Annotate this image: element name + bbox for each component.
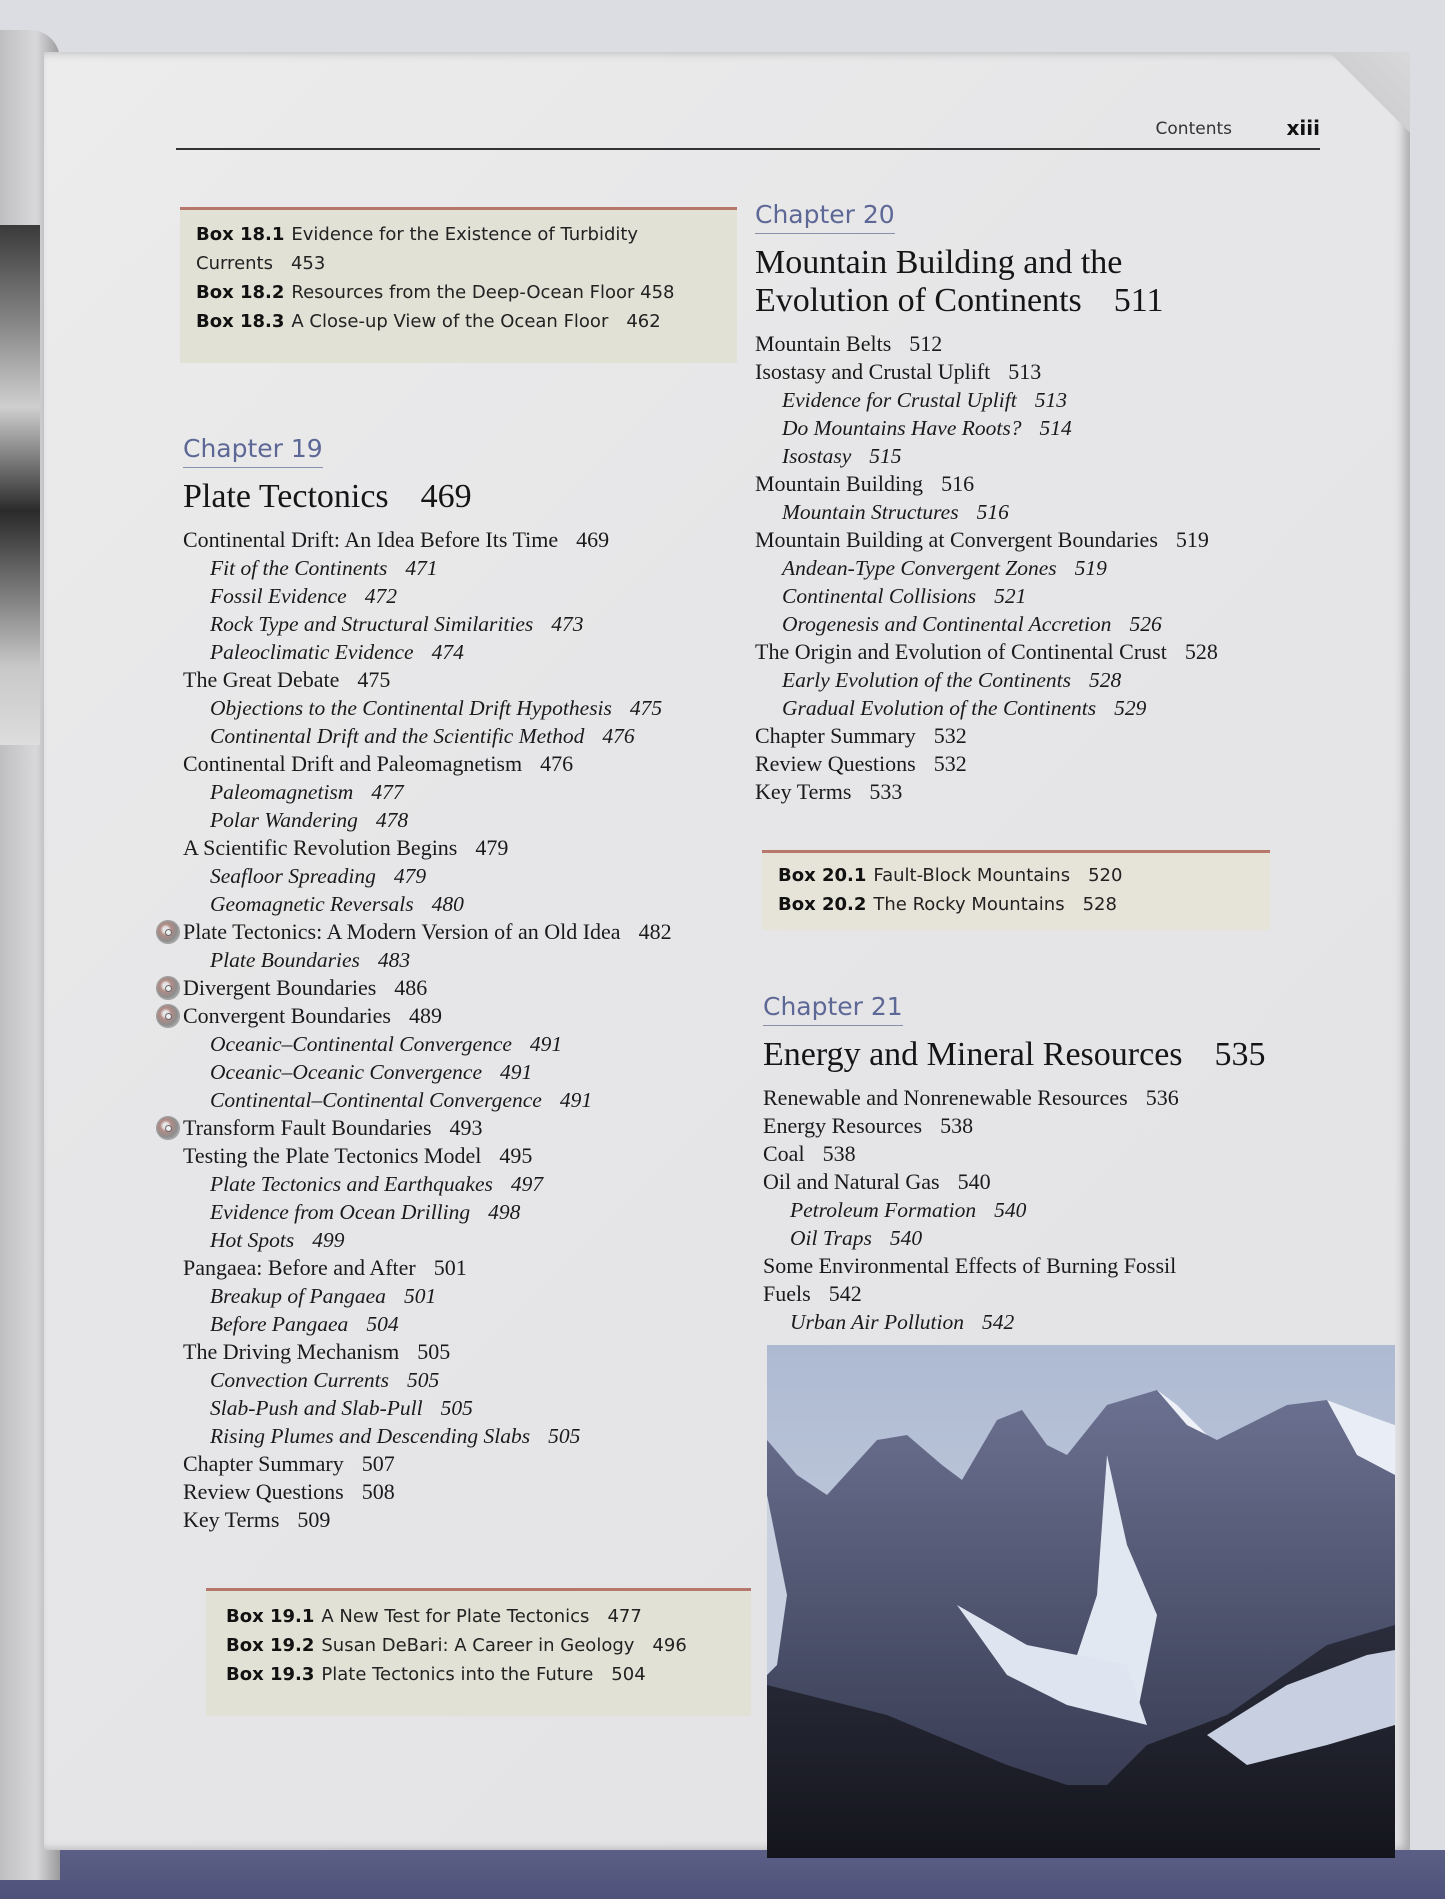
- box-list-chapter-19: [206, 1588, 751, 1716]
- toc-entry[interactable]: [755, 330, 1285, 358]
- toc-entry[interactable]: [183, 750, 743, 778]
- toc-entry-title: The Driving Mechanism: [183, 1339, 400, 1364]
- toc-entry-page: 532: [933, 751, 967, 776]
- toc-entry[interactable]: [755, 470, 1285, 498]
- toc-entry[interactable]: [763, 1112, 1233, 1140]
- box-list-chapter-18: [180, 207, 737, 363]
- toc-entry-title: Paleoclimatic Evidence: [210, 640, 414, 664]
- toc-entry[interactable]: [763, 1140, 1233, 1168]
- toc-entry-title: Urban Air Pollution: [790, 1310, 965, 1334]
- toc-entry-title: Chapter Summary: [183, 1451, 344, 1476]
- toc-entry-title: Fit of the Continents: [210, 556, 388, 580]
- toc-entry-title: Seafloor Spreading: [210, 864, 376, 888]
- toc-entry[interactable]: [183, 638, 743, 666]
- toc-entry-title: Continental Collisions: [782, 584, 977, 608]
- toc-entry-title: Before Pangaea: [210, 1312, 349, 1336]
- toc-entry-page: 519: [1074, 556, 1107, 580]
- mountain-photo: [767, 1345, 1395, 1858]
- toc-entry-title: Evidence from Ocean Drilling: [210, 1200, 471, 1224]
- toc-entry[interactable]: [183, 1058, 743, 1086]
- toc-entry-page: 533: [869, 779, 903, 804]
- toc-entry-page: 509: [297, 1507, 331, 1532]
- toc-entry-page: 501: [433, 1255, 467, 1280]
- toc-entry[interactable]: [183, 946, 743, 974]
- toc-entry-page: 540: [889, 1226, 923, 1250]
- toc-entry-page: 491: [559, 1088, 593, 1112]
- mountain-illustration: [767, 1345, 1395, 1858]
- toc-entry[interactable]: [763, 1308, 1233, 1336]
- toc-entry-page: 512: [909, 331, 943, 356]
- toc-entry[interactable]: [183, 1086, 743, 1114]
- toc-entry-page: 516: [976, 500, 1009, 524]
- toc-entry-page: 513: [1034, 388, 1067, 412]
- toc-entry-page: 508: [361, 1479, 395, 1504]
- chapter-21-section: [763, 992, 1323, 1336]
- toc-entry-page: 505: [548, 1424, 581, 1448]
- toc-entry-title: The Origin and Evolution of Continental Crust: [755, 639, 1167, 664]
- toc-entry[interactable]: [763, 1168, 1233, 1196]
- toc-entry[interactable]: [183, 1142, 743, 1170]
- toc-entry[interactable]: [183, 834, 743, 862]
- toc-entry-page: 498: [488, 1200, 521, 1224]
- toc-entry-title: Continental–Continental Convergence: [210, 1088, 542, 1112]
- toc-entry-page: 505: [406, 1368, 440, 1392]
- toc-entry[interactable]: [755, 498, 1285, 526]
- toc-entry-title: Mountain Belts: [755, 331, 892, 356]
- toc-entry-page: 472: [364, 584, 397, 608]
- toc-entry-page: 497: [510, 1172, 544, 1196]
- toc-entry-title: Continental Drift and Paleomagnetism: [183, 751, 523, 776]
- toc-entry-title: Renewable and Nonrenewable Resources: [763, 1085, 1128, 1110]
- toc-entry[interactable]: [183, 1282, 743, 1310]
- toc-entry-title: Petroleum Formation: [790, 1198, 977, 1222]
- toc-entry-title: Mountain Structures: [782, 500, 959, 524]
- toc-entry[interactable]: [183, 554, 743, 582]
- toc-entry-page: 542: [982, 1310, 1015, 1334]
- toc-entry-title: Pangaea: Before and After: [183, 1255, 416, 1280]
- toc-entry-title: Isostasy: [782, 444, 852, 468]
- toc-entry[interactable]: [183, 1002, 743, 1030]
- toc-entry-page: 514: [1039, 416, 1072, 440]
- toc-entry-title: Evidence for Crustal Uplift: [782, 388, 1017, 412]
- toc-entry-title: Some Environmental Effects of Burning Fossil Fuels: [763, 1253, 1177, 1306]
- toc-entry[interactable]: [755, 750, 1285, 778]
- toc-entry-title: Andean-Type Convergent Zones: [782, 556, 1057, 580]
- toc-entry-title: A Scientific Revolution Begins: [183, 835, 458, 860]
- toc-entry-title: Continental Drift and the Scientific Method: [210, 724, 585, 748]
- toc-entry-title: Slab-Push and Slab-Pull: [210, 1396, 423, 1420]
- toc-entry-title: Key Terms: [183, 1507, 280, 1532]
- toc-entry-page: 473: [551, 612, 584, 636]
- box-item[interactable]: Box 18.1 Evidence for the Existence of Turbidity Currents 453: [196, 224, 639, 274]
- toc-entry-page: 528: [1184, 639, 1218, 664]
- toc-entry-page: 499: [312, 1228, 345, 1252]
- toc-entry[interactable]: [763, 1252, 1233, 1308]
- toc-entry-page: 521: [994, 584, 1027, 608]
- toc-entry-title: Plate Tectonics: A Modern Version of an Old Idea: [183, 919, 621, 944]
- toc-entry-page: 542: [828, 1281, 862, 1306]
- toc-entry-title: Oceanic–Continental Convergence: [210, 1032, 512, 1056]
- toc-entry-title: Divergent Boundaries: [183, 975, 377, 1000]
- toc-entry-page: 495: [499, 1143, 533, 1168]
- toc-entry-page: 475: [629, 696, 663, 720]
- toc-entry-page: 476: [602, 724, 635, 748]
- chapter-20-section: [755, 200, 1335, 806]
- toc-entry-title: The Great Debate: [183, 667, 340, 692]
- toc-entry-title: Convection Currents: [210, 1368, 389, 1392]
- toc-entry[interactable]: [755, 442, 1285, 470]
- toc-entry[interactable]: [183, 1254, 743, 1282]
- toc-entry-page: 476: [540, 751, 574, 776]
- toc-entry[interactable]: [183, 1338, 743, 1366]
- contents-page: [44, 52, 1410, 1850]
- toc-entry-title: Fossil Evidence: [210, 584, 347, 608]
- toc-entry[interactable]: [183, 666, 743, 694]
- toc-entry-page: 536: [1145, 1085, 1179, 1110]
- toc-entry[interactable]: [183, 610, 743, 638]
- toc-entry-page: 483: [377, 948, 411, 972]
- toc-entry-page: 478: [375, 808, 409, 832]
- toc-entry-page: 475: [357, 667, 391, 692]
- toc-entry-title: Rock Type and Structural Similarities: [210, 612, 534, 636]
- chapter-label: Chapter 21: [763, 992, 903, 1026]
- toc-entry-page: 526: [1129, 612, 1162, 636]
- media-disc-icon: [157, 921, 179, 943]
- toc-entry-page: 477: [371, 780, 404, 804]
- toc-entry[interactable]: [755, 778, 1285, 806]
- toc-entry-title: Isostasy and Crustal Uplift: [755, 359, 991, 384]
- toc-entry-title: Review Questions: [183, 1479, 344, 1504]
- toc-entry-title: Plate Tectonics and Earthquakes: [210, 1172, 493, 1196]
- toc-entry-title: Energy Resources: [763, 1113, 923, 1138]
- toc-entry[interactable]: [755, 386, 1285, 414]
- toc-entry[interactable]: [183, 722, 743, 750]
- chapter-title[interactable]: Energy and Mineral Resources 535: [763, 1036, 1266, 1073]
- toc-entry-page: 513: [1008, 359, 1042, 384]
- toc-entry-page: 471: [405, 556, 438, 580]
- toc-entry[interactable]: [183, 862, 743, 890]
- box-item[interactable]: Box 20.2 The Rocky Mountains 528: [778, 894, 1117, 915]
- toc-entry[interactable]: [183, 918, 743, 946]
- chapter-20-entries: [755, 330, 1285, 806]
- box-item[interactable]: Box 19.2 Susan DeBari: A Career in Geology 496: [226, 1635, 687, 1656]
- toc-entry[interactable]: [183, 694, 743, 722]
- toc-entry-page: 479: [393, 864, 427, 888]
- box-item[interactable]: Box 18.2 Resources from the Deep-Ocean Floor 458: [196, 282, 675, 303]
- toc-entry[interactable]: [183, 1506, 743, 1534]
- chapter-title[interactable]: Mountain Building and the Evolution of Continents 511: [755, 244, 1164, 319]
- toc-entry[interactable]: [763, 1196, 1233, 1224]
- toc-entry-title: Geomagnetic Reversals: [210, 892, 414, 916]
- toc-entry-title: Hot Spots: [210, 1228, 295, 1252]
- toc-entry-title: Orogenesis and Continental Accretion: [782, 612, 1112, 636]
- toc-entry[interactable]: [755, 610, 1285, 638]
- chapter-label: Chapter 19: [183, 434, 323, 468]
- toc-entry-title: Oil and Natural Gas: [763, 1169, 940, 1194]
- toc-entry[interactable]: [183, 1394, 743, 1422]
- page-corner-fold: [1330, 52, 1410, 132]
- toc-entry-page: 516: [941, 471, 975, 496]
- toc-entry-page: 507: [361, 1451, 395, 1476]
- box-item[interactable]: Box 18.3 A Close-up View of the Ocean Floor 462: [196, 311, 661, 332]
- toc-entry-page: 540: [994, 1198, 1027, 1222]
- toc-entry[interactable]: [755, 582, 1285, 610]
- toc-entry-page: 501: [403, 1284, 437, 1308]
- toc-entry-page: 528: [1089, 668, 1122, 692]
- media-disc-icon: [157, 1005, 179, 1027]
- chapter-title[interactable]: Plate Tectonics 469: [183, 478, 472, 515]
- toc-entry[interactable]: [183, 582, 743, 610]
- toc-entry-title: Mountain Building: [755, 471, 924, 496]
- toc-entry[interactable]: [183, 1226, 743, 1254]
- toc-entry-page: 491: [500, 1060, 533, 1084]
- toc-entry[interactable]: [763, 1224, 1233, 1252]
- toc-entry-title: Oceanic–Oceanic Convergence: [210, 1060, 483, 1084]
- toc-entry-page: 505: [417, 1339, 451, 1364]
- toc-entry-title: Transform Fault Boundaries: [183, 1115, 432, 1140]
- toc-entry-title: Oil Traps: [790, 1226, 872, 1250]
- toc-entry[interactable]: [183, 1310, 743, 1338]
- chapter-label: Chapter 20: [755, 200, 895, 234]
- running-head: [176, 116, 1320, 150]
- toc-entry[interactable]: [755, 666, 1285, 694]
- toc-entry-page: 486: [394, 975, 428, 1000]
- toc-entry-title: Continental Drift: An Idea Before Its Time: [183, 527, 559, 552]
- toc-entry-title: Key Terms: [755, 779, 852, 804]
- toc-entry-title: Convergent Boundaries: [183, 1003, 391, 1028]
- toc-entry[interactable]: [183, 1450, 743, 1478]
- toc-entry[interactable]: [183, 1114, 743, 1142]
- chapter-19-entries: [183, 526, 743, 1534]
- toc-entry-title: Early Evolution of the Continents: [782, 668, 1072, 692]
- toc-entry[interactable]: [183, 1422, 743, 1450]
- toc-entry[interactable]: [183, 890, 743, 918]
- toc-entry[interactable]: [183, 778, 743, 806]
- toc-entry-title: Gradual Evolution of the Continents: [782, 696, 1097, 720]
- toc-entry-title: Review Questions: [755, 751, 916, 776]
- toc-entry[interactable]: [183, 974, 743, 1002]
- toc-entry[interactable]: [183, 1030, 743, 1058]
- toc-entry-title: Paleomagnetism: [210, 780, 354, 804]
- toc-entry-title: Rising Plumes and Descending Slabs: [210, 1424, 531, 1448]
- toc-entry-title: Mountain Building at Convergent Boundaries: [755, 527, 1158, 552]
- toc-entry-page: 489: [408, 1003, 442, 1028]
- toc-entry-page: 505: [440, 1396, 473, 1420]
- toc-entry-page: 479: [475, 835, 509, 860]
- toc-entry-page: 540: [957, 1169, 991, 1194]
- toc-entry[interactable]: [183, 1478, 743, 1506]
- toc-entry[interactable]: [183, 1198, 743, 1226]
- media-disc-icon: [157, 977, 179, 999]
- toc-entry-page: 482: [638, 919, 672, 944]
- toc-entry[interactable]: [183, 1170, 743, 1198]
- toc-entry-page: 491: [529, 1032, 563, 1056]
- running-head-label: Contents: [1155, 119, 1232, 139]
- box-item[interactable]: Box 19.3 Plate Tectonics into the Future 504: [226, 1664, 646, 1685]
- chapter-19-section: [183, 434, 743, 1534]
- toc-entry-page: 474: [431, 640, 464, 664]
- toc-entry-page: 504: [366, 1312, 399, 1336]
- toc-entry[interactable]: [755, 358, 1285, 386]
- toc-entry[interactable]: [183, 526, 743, 554]
- toc-entry-title: Polar Wandering: [210, 808, 358, 832]
- media-disc-icon: [157, 1117, 179, 1139]
- toc-entry-title: Plate Boundaries: [210, 948, 360, 972]
- toc-entry[interactable]: [755, 638, 1285, 666]
- toc-entry-title: Objections to the Continental Drift Hypothesis: [210, 696, 612, 720]
- toc-entry[interactable]: [755, 694, 1285, 722]
- box-list-chapter-20: [762, 850, 1270, 930]
- page-number: xiii: [1286, 116, 1320, 140]
- box-item[interactable]: Box 20.1 Fault-Block Mountains 520: [778, 865, 1123, 886]
- chapter-21-entries: [763, 1084, 1233, 1336]
- toc-entry[interactable]: [755, 722, 1285, 750]
- toc-entry-page: 532: [933, 723, 967, 748]
- toc-entry-title: Testing the Plate Tectonics Model: [183, 1143, 482, 1168]
- toc-entry-page: 480: [431, 892, 464, 916]
- toc-entry-page: 538: [822, 1141, 856, 1166]
- toc-entry[interactable]: [755, 526, 1285, 554]
- toc-entry[interactable]: [183, 806, 743, 834]
- toc-entry-title: Chapter Summary: [755, 723, 916, 748]
- toc-entry-page: 515: [869, 444, 902, 468]
- previous-page-photo: [0, 225, 40, 745]
- toc-entry[interactable]: [755, 554, 1285, 582]
- toc-entry[interactable]: [755, 414, 1285, 442]
- toc-entry[interactable]: [183, 1366, 743, 1394]
- toc-entry-page: 469: [576, 527, 610, 552]
- toc-entry-page: 529: [1114, 696, 1147, 720]
- toc-entry-title: Breakup of Pangaea: [210, 1284, 386, 1308]
- box-item[interactable]: Box 19.1 A New Test for Plate Tectonics 477: [226, 1606, 642, 1627]
- toc-entry-page: 493: [449, 1115, 483, 1140]
- toc-entry[interactable]: [763, 1084, 1233, 1112]
- toc-entry-title: Coal: [763, 1141, 805, 1166]
- toc-entry-page: 538: [940, 1113, 974, 1138]
- toc-entry-page: 519: [1175, 527, 1209, 552]
- toc-entry-title: Do Mountains Have Roots?: [782, 416, 1022, 440]
